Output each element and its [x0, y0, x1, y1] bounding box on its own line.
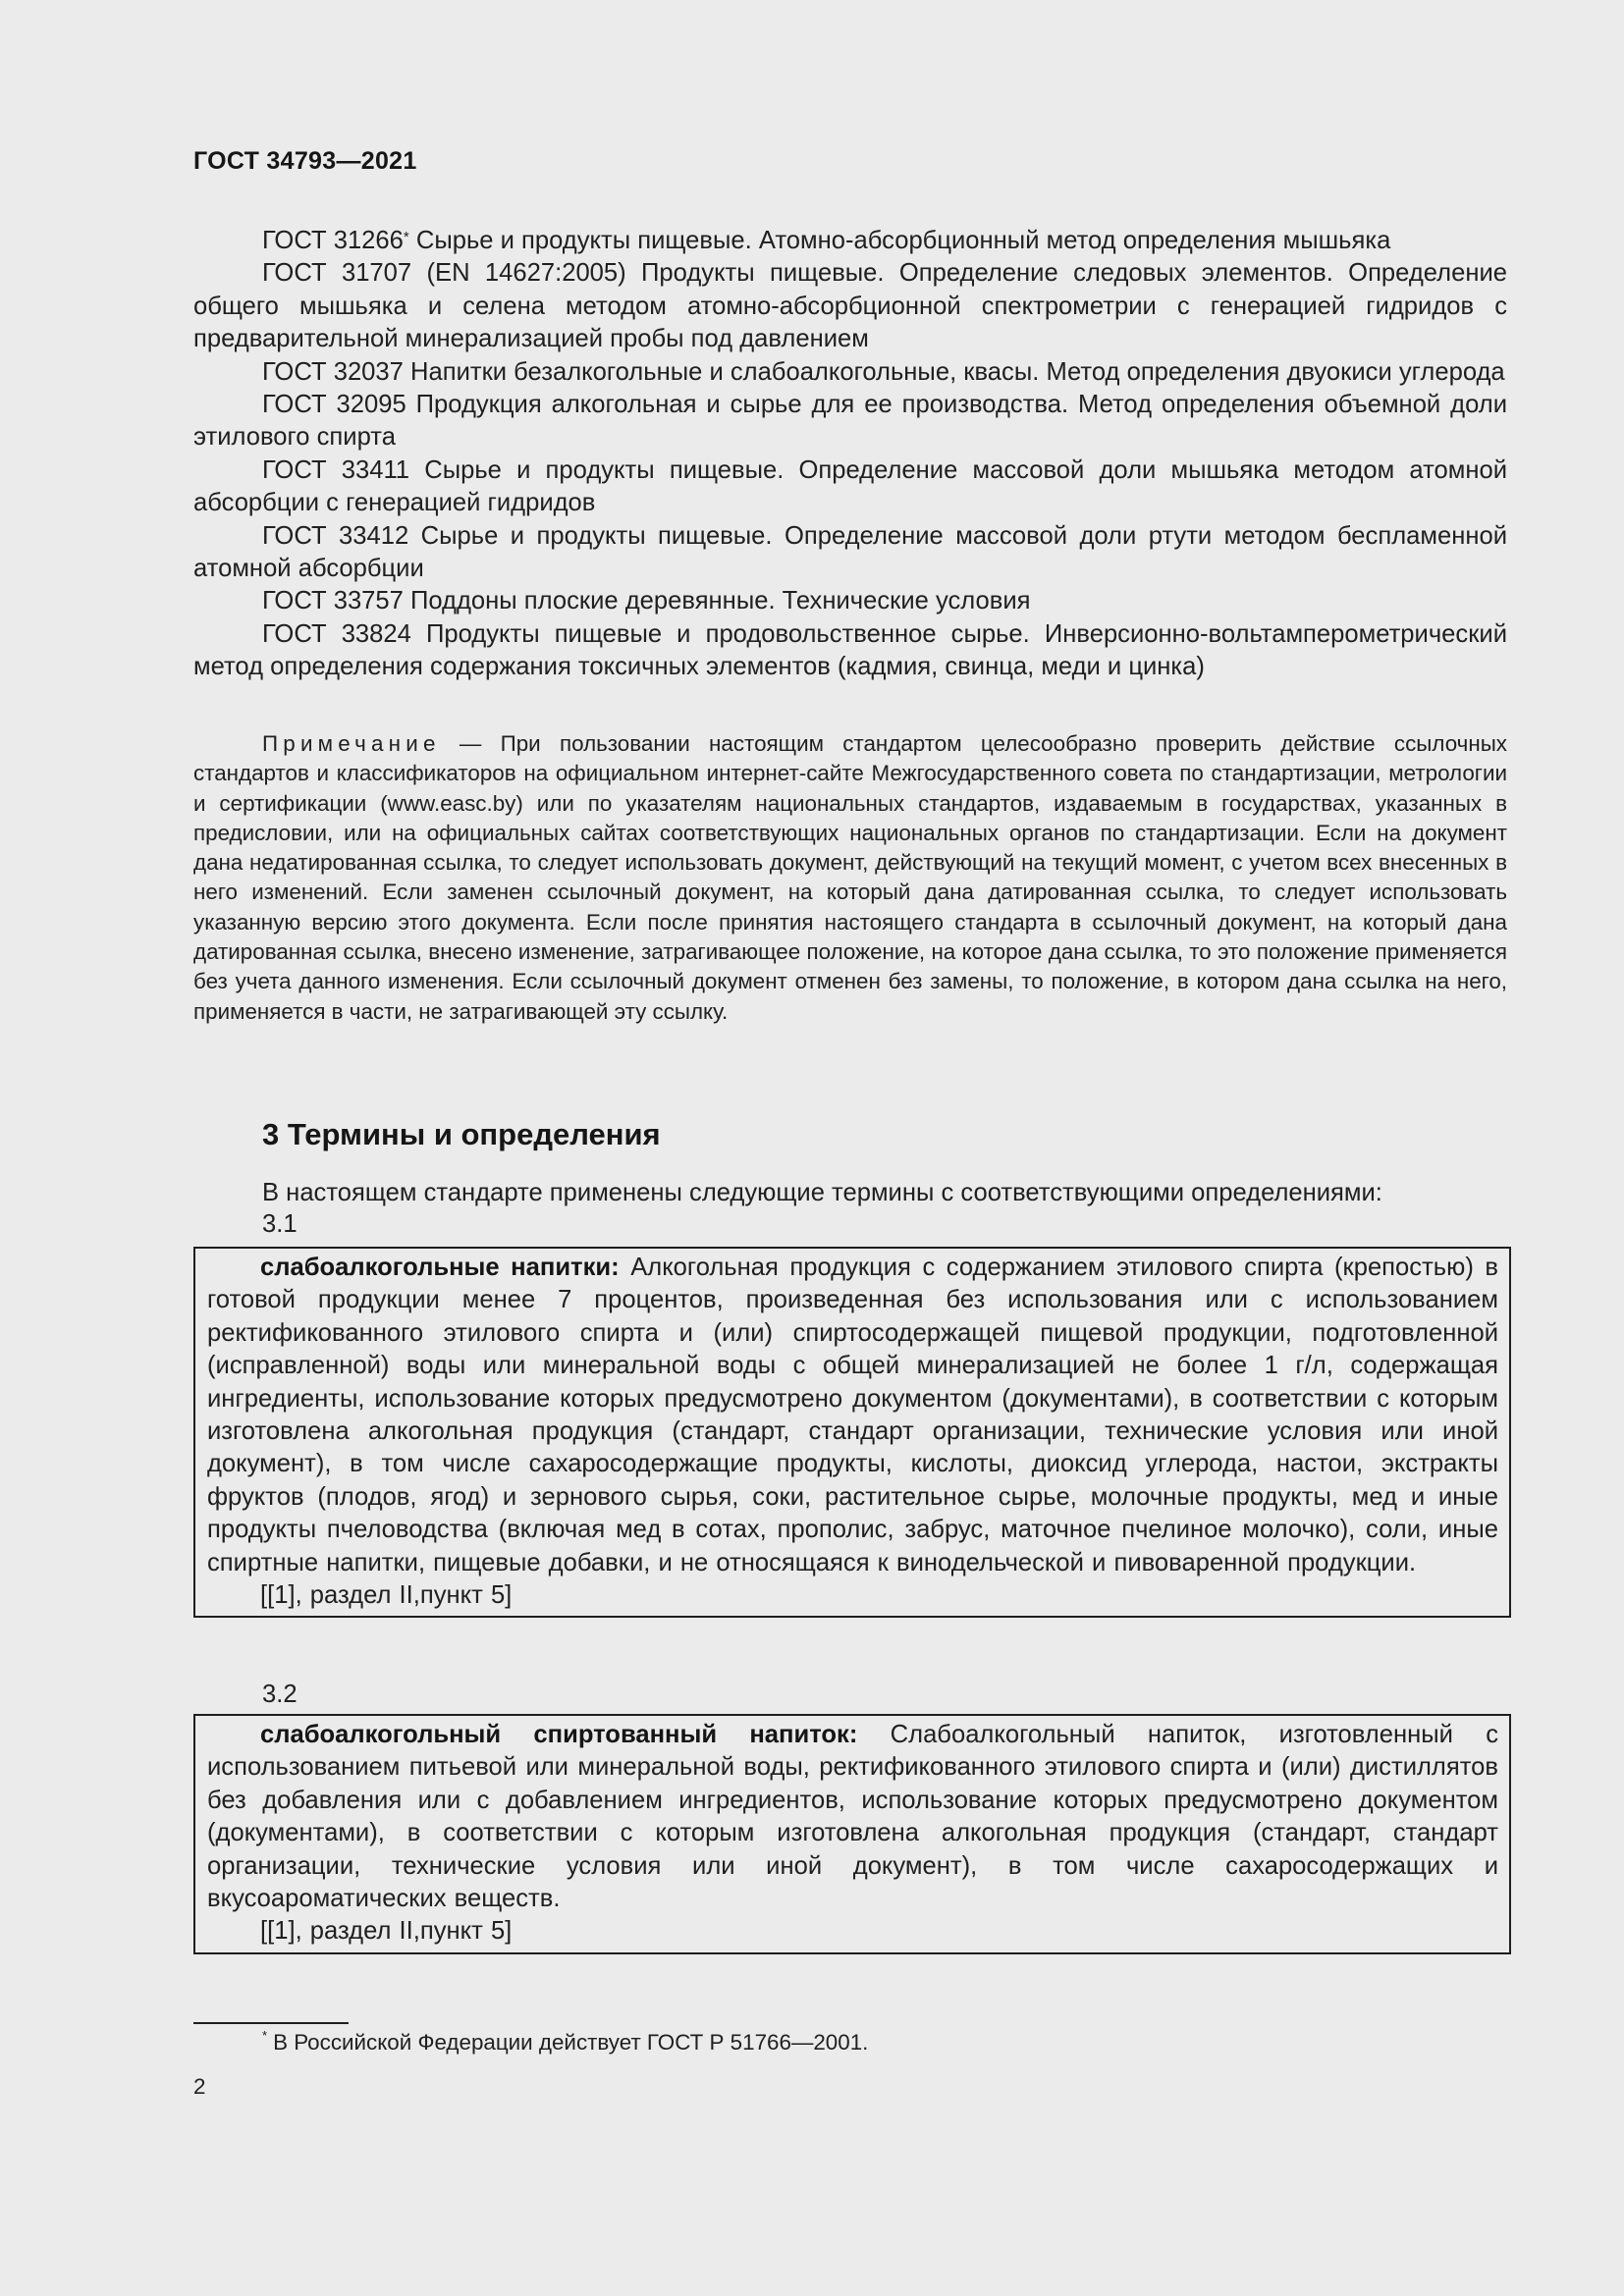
term-number: 3.2: [262, 1681, 298, 1708]
references-note: [193, 729, 1507, 1027]
footnote-divider: [193, 2022, 349, 2024]
term-source: [[1], раздел II,пункт 5]: [260, 1917, 513, 1946]
page-number: 2: [193, 2074, 206, 2099]
normative-references-list: [193, 225, 1507, 684]
footnote-marker: *: [403, 229, 409, 245]
reference-item: ГОСТ 33824 Продукты пищевые и продовольственное сырье. Инверсионно-вольтамперометрический метод определения содержания токсичных элементов (кадмия, свинца, меди и цинка): [193, 619, 1507, 681]
term-definition-box: [193, 1714, 1511, 1954]
reference-item: ГОСТ 33412 Сырье и продукты пищевые. Определение массовой доли ртути методом беспламенной атомной абсорбции: [193, 521, 1507, 583]
reference-item: ГОСТ 32095 Продукция алкогольная и сырье для ее производства. Метод определения объемной доли этилового спирта: [193, 391, 1507, 452]
footnote: [262, 2030, 868, 2056]
reference-item: ГОСТ 31707 (EN 14627:2005) Продукты пищевые. Определение следовых элементов. Определение общего мышьяка и селена методом атомно-абсорбционной спектрометрии с генерацией гидридов с предварительной минерализацией пробы под давлением: [193, 259, 1507, 353]
reference-code: ГОСТ 31266: [262, 227, 404, 254]
term-definition-text: Слабоалкогольный напиток, изготовленный с использованием питьевой или минеральной воды, ректификованного этилового спирта и (или) дистиллятов без добавления или с добавлением ингредиентов, использование которых предусмотрено документом (документами), в соответствии с которым изготовлена алкогольная продукция (стандарт, стандарт организации, технические условия или иной документ), в том числе сахаросодержащих и вкусоароматических веществ.: [207, 1721, 1498, 1913]
term-name: слабоалкогольный спиртованный напиток:: [260, 1721, 858, 1748]
term-definition: [207, 1719, 1498, 1915]
term-name: слабоалкогольные напитки:: [260, 1254, 620, 1281]
note-text: — При пользовании настоящим стандартом целесообразно проверить действие ссылочных стандартов и классификаторов на официальном интернет-сайте Межгосударственного совета по стандартизации, метрологии и сертификации (www.easc.by) или по указателям национальных стандартов, издаваемым в государствах, указанных в предисловии, или на официальных сайтах соответствующих национальных органов по стандартизации. Если на документ дана недатированная ссылка, то следует использовать документ, действующий на текущий момент, с учетом всех внесенных в него изменений. Если заменен ссылочный документ, на который дана датированная ссылка, то следует использовать указанную версию этого документа. Если после принятия настоящего стандарта в ссылочный документ, на который дана датированная ссылка, внесено изменение, затрагивающее положение, на которое дана ссылка, то это положение применяется без учета данного изменения. Если ссылочный документ отменен без замены, то положение, в котором дана ссылка на него, применяется в части, не затрагивающей эту ссылку.: [193, 731, 1507, 1024]
section-title: 3 Термины и определения: [262, 1117, 661, 1151]
reference-item: ГОСТ 32037 Напитки безалкогольные и слабоалкогольные, квасы. Метод определения двуокиси углерода: [262, 357, 1505, 386]
document-header: ГОСТ 34793—2021: [193, 147, 417, 175]
footnote-text: В Российской Федерации действует ГОСТ Р 51766—2001.: [273, 2030, 869, 2055]
term-number: 3.1: [262, 1210, 298, 1238]
reference-item: ГОСТ 33757 Поддоны плоские деревянные. Технические условия: [262, 587, 1031, 615]
footnote-marker: *: [262, 2028, 268, 2043]
term-definition-text: Алкогольная продукция с содержанием этилового спирта (крепостью) в готовой продукции менее 7 процентов, произведенная без использования или с использованием ректификованного этилового спирта и (или) спиртосодержащей пищевой продукции, подготовленной (исправленной) воды или минеральной воды с общей минерализацией не более 1 г/л, содержащая ингредиенты, использование которых предусмотрено документом (документами), в соответствии с которым изготовлена алкогольная продукция (стандарт, стандарт организации, технические условия или иной документ), в том числе сахаросодержащие продукты, кислоты, диоксид углерода, настои, экстракты фруктов (плодов, ягод) и зернового сырья, соки, растительное сырье, молочные продукты, мед и иные продукты пчеловодства (включая мед в сотах, прополис, забрус, маточное пчелиное молочко), соли, иные спиртные напитки, пищевые добавки, и не относящаяся к винодельческой и пивоваренной продукции.: [207, 1254, 1498, 1576]
reference-title: Сырье и продукты пищевые. Атомно-абсорбционный метод определения мышьяка: [408, 227, 1391, 254]
note-label: Примечание: [262, 731, 441, 756]
term-definition-box: [193, 1247, 1511, 1618]
section-intro: В настоящем стандарте применены следующие термины с соответствующими определениями:: [262, 1179, 1382, 1206]
reference-item: [193, 225, 1507, 257]
reference-item: ГОСТ 33411 Сырье и продукты пищевые. Определение массовой доли мышьяка методом атомной абсорбции с генерацией гидридов: [193, 455, 1507, 517]
term-source: [[1], раздел II,пункт 5]: [260, 1581, 513, 1610]
term-definition: [207, 1252, 1498, 1579]
